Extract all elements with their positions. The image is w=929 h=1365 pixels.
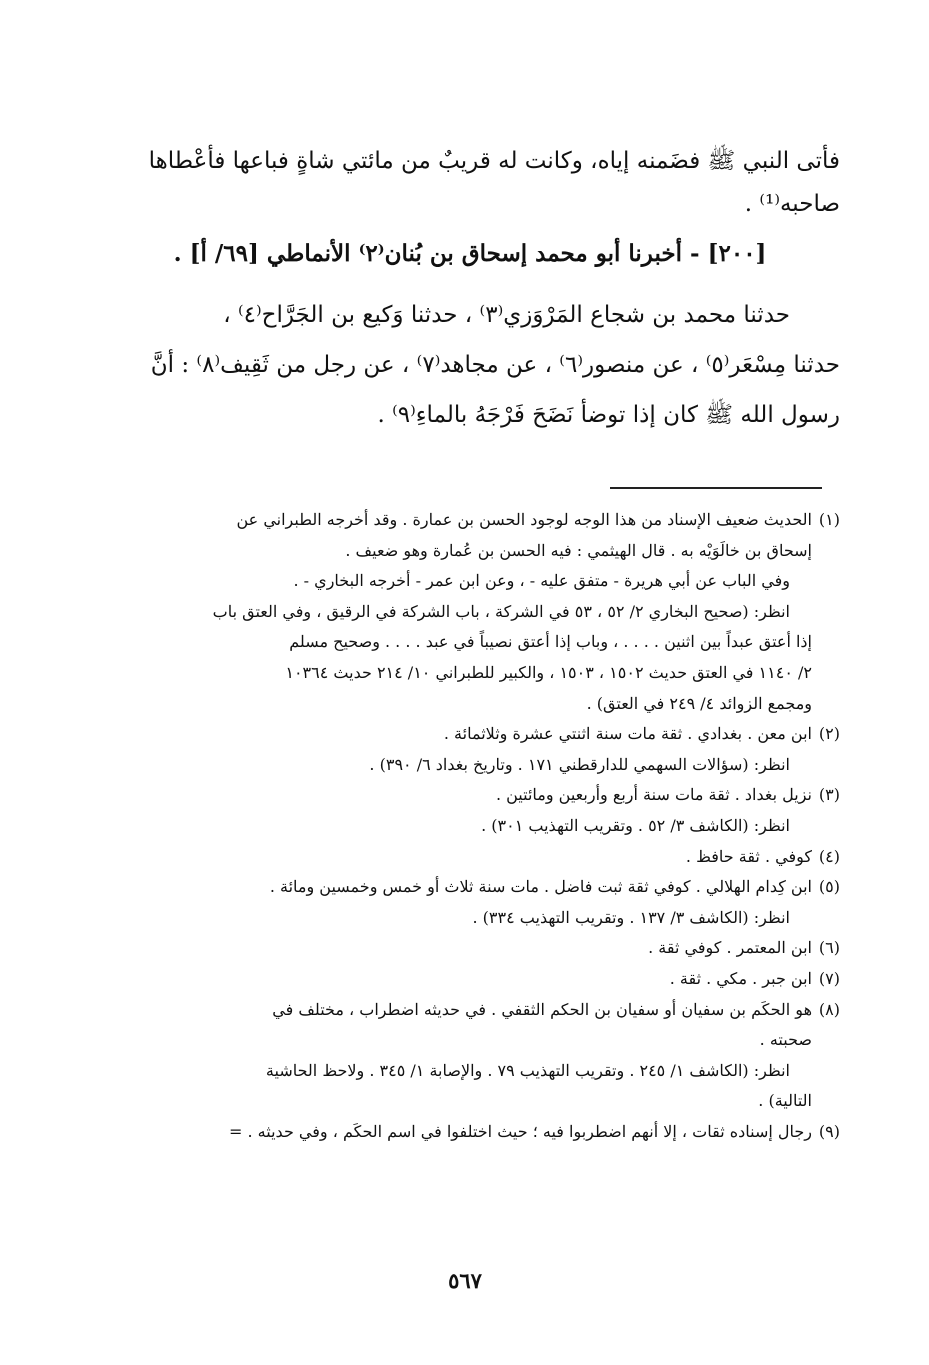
footnote-line [130, 780, 840, 811]
text-line: صاحبه⁽¹⁾ . [744, 191, 840, 217]
footnote-line [130, 872, 840, 903]
footnote-line [130, 1056, 840, 1087]
footnote-text: هو الحكَم بن سفيان أو سفيان بن الحكم الثقفي . في حديثه اضطراب ، مختلف في [272, 999, 812, 1019]
hadith-heading: [٢٠٠] - أخبرنا أبو محمد إسحاق بن بُنان⁽٢⁾ الأنماطي [٦٩/ أ] . [173, 240, 767, 267]
footnote-text: التالية) . [758, 1091, 812, 1111]
footnote-text: صحبته . [759, 1030, 812, 1050]
footnote-number: (١) [818, 510, 840, 529]
footnote-text: ابن المعتمر . كوفي ثقة . [648, 938, 812, 958]
footnote-text: وفي الباب عن أبي هريرة - متفق عليه - ، وعن ابن عمر - أخرجه البخاري - . [293, 571, 790, 591]
footnote-line [130, 1025, 840, 1056]
footnote-line [130, 566, 840, 597]
footnote-text: نزيل بغداد . ثقة مات سنة أربع وأربعين ومائتين . [495, 785, 812, 805]
footnote-number: (٩) [818, 1121, 840, 1141]
footnote-text: ٢/ ١١٤٠ في العتق حديث ١٥٠٢ ، ١٥٠٣ ، والكبير للطبراني ١٠/ ٢١٤ حديث ١٠٣٦٤ [285, 662, 812, 682]
footnote-text: ابن معن . بغدادي . ثقة مات سنة اثنتي عشرة وثلاثمائة . [443, 724, 812, 744]
footnote-line [130, 689, 840, 720]
footnote-text: انظر: (الكاشف ٣/ ١٣٧ . وتقريب التهذيب ٣٣٤) . [472, 907, 790, 927]
footnote-number: (٢) [818, 724, 840, 744]
footnote-text: إذا أعتق عبداً بين اثنين . . . . ، وباب إذا أعتق نصيباً في عبد . . . . وصحيح مسلم [289, 632, 812, 652]
footnote-line [130, 658, 840, 689]
paragraph-continuation [130, 140, 840, 226]
footnote-line [130, 933, 840, 964]
footnote-line [130, 903, 840, 934]
footnote-text: انظر: (الكاشف ١/ ٢٤٥ . وتقريب التهذيب ٧٩ . والإصابة ١/ ٣٤٥ . ولاحظ الحاشية [265, 1060, 790, 1080]
text-line: فأتى النبي ﷺ فضَمنه إياه، وكانت له قريبٌ من مائتي شاةٍ فباعها فأعْطاها [148, 148, 840, 174]
footnote-line [130, 1117, 840, 1148]
footnote-text: كوفي . ثقة حافظ . [685, 846, 812, 866]
footnote-line [130, 995, 840, 1026]
footnotes [130, 505, 840, 1147]
footnote-number: (٣) [818, 785, 840, 805]
footnote-number: (٥) [818, 877, 840, 897]
text-line: حدثنا محمد بن شجاع المَرْوَزي⁽٣⁾ ، حدثنا وَكيع بن الجَرَّاح⁽٤⁾ ، [223, 302, 790, 328]
footnote-number: (٦) [818, 938, 840, 958]
footnote-text: انظر: (سؤالات السهمي للدارقطني ١٧١ . وتاريخ بغداد ٦/ ٣٩٠) . [369, 754, 790, 774]
footnote-number: (٨) [818, 999, 840, 1019]
footnote-text: الحديث ضعيف الإسناد من هذا الوجه لوجود الحسن بن عمارة . وقد أخرجه الطبراني عن [236, 510, 812, 529]
hadith-text [130, 290, 840, 440]
page-number: ٥٦٧ [448, 1268, 482, 1293]
footnote-text: انظر: (صحيح البخاري ٢/ ٥٢ ، ٥٣ في الشركة ، باب الشركة في الرقيق ، وفي العتق باب [212, 601, 790, 621]
footnote-line [130, 964, 840, 995]
footnote-line [130, 811, 840, 842]
footnote-text: ابن كِدام الهلالي . كوفي ثقة ثبت فاضل . مات سنة ثلاث أو خمس وخمسين ومائة . [269, 877, 812, 897]
footnote-text: رجال إسناده ثقات ، إلا أنهم اضطربوا فيه ؛ حيث اختلفوا في اسم الحكَم ، وفي حديثه . = [229, 1121, 812, 1141]
footnote-text: انظر: (الكاشف ٣/ ٥٢ . وتقريب التهذيب ٣٠١) . [481, 815, 790, 835]
footnote-line [130, 627, 840, 658]
footnote-line [130, 719, 840, 750]
footnote-number: (٤) [818, 846, 840, 866]
footnote-line [130, 1086, 840, 1117]
footnote-divider [610, 487, 822, 489]
footnote-line [130, 536, 840, 567]
footnote-text: ابن جبر . مكي . ثقة . [669, 968, 812, 988]
footnote-text: إسحاق بن خالَوَيْه به . قال الهيثمي : فيه الحسن بن عُمارة وهو ضعيف . [345, 540, 812, 560]
footnote-number: (٧) [818, 968, 840, 988]
footnote-line [130, 842, 840, 873]
text-line: حدثنا مِسْعَر⁽٥⁾ ، عن منصور⁽٦⁾ ، عن مجاهد⁽٧⁾ ، عن رجل من ثَقِيف⁽٨⁾ : أنَّ [150, 352, 840, 378]
footnote-text: ومجمع الزوائد ٤/ ٢٤٩ في العتق) . [586, 693, 812, 713]
footnote-line [130, 750, 840, 781]
footnote-line [130, 505, 840, 536]
footnote-line [130, 597, 840, 628]
text-line: رسول الله ﷺ كان إذا توضأ نَضَحَ فَرْجَهُ بالماءِ⁽٩⁾ . [377, 402, 840, 428]
